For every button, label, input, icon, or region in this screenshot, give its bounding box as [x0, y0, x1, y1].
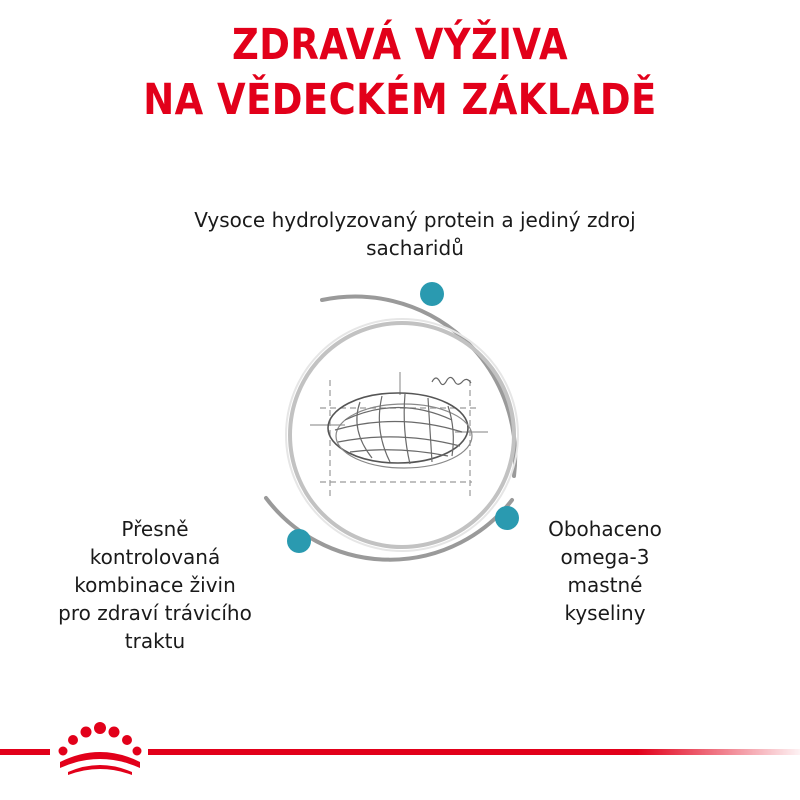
feature-nutrients-line-4: pro zdraví trávicího — [58, 601, 252, 625]
inner-ring — [290, 323, 514, 547]
feature-omega-line-3: mastné — [567, 573, 643, 597]
feature-nutrients-line-3: kombinace živin — [74, 573, 236, 597]
feature-nutrients-line-1: Přesně — [121, 517, 189, 541]
feature-omega-line-2: omega-3 — [560, 545, 650, 569]
teal-dot-icon-right — [495, 506, 519, 530]
royal-canin-crown-logo — [52, 718, 148, 778]
feature-omega-line-1: Obohaceno — [548, 517, 662, 541]
teal-dot-icon-left — [287, 529, 311, 553]
page-title-line-2: NA VĚDECKÉM ZÁKLADĚ — [143, 75, 657, 125]
teal-dot-icon-top — [420, 282, 444, 306]
feature-omega-line-4: kyseliny — [564, 601, 646, 625]
page-title-line-1: ZDRAVÁ VÝŽIVA — [232, 20, 568, 70]
feature-protein-line-1: Vysoce hydrolyzovaný protein a jediný zdroj — [194, 208, 636, 232]
feature-nutrients-line-5: traktu — [124, 629, 186, 653]
inner-ring-shadow — [286, 319, 518, 551]
feature-nutrients-line-2: kontrolovaná — [89, 545, 221, 569]
feature-protein-line-2: sacharidů — [366, 236, 464, 260]
kibble-sketch-icon — [310, 372, 488, 500]
